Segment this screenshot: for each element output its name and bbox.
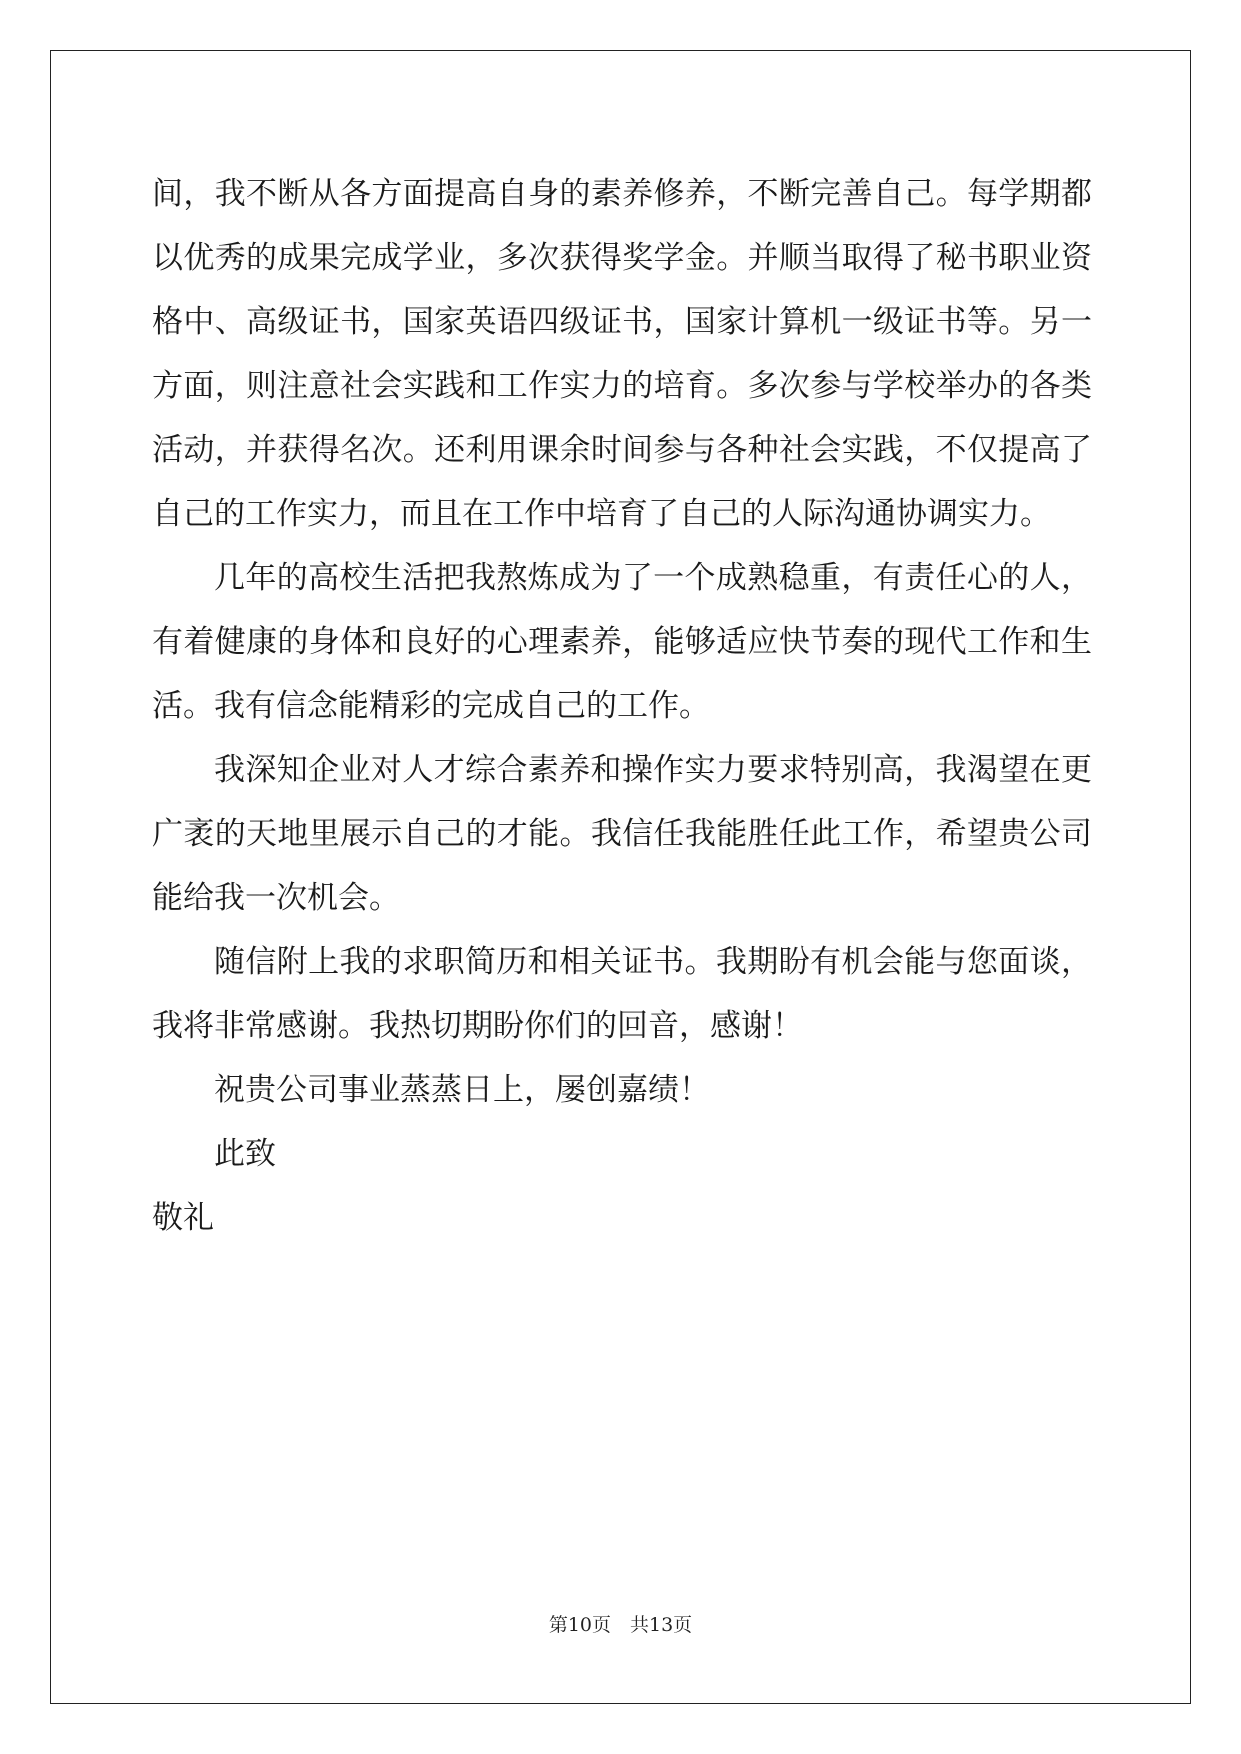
closing-wish: 祝贵公司事业蒸蒸日上，屡创嘉绩！ xyxy=(214,1072,710,1108)
paragraph-line: 自己的工作实力，而且在工作中培育了自己的人际沟通协调实力。 xyxy=(152,496,1051,532)
paragraph-line: 活。我有信念能精彩的完成自己的工作。 xyxy=(152,688,710,724)
paragraph-line: 能给我一次机会。 xyxy=(152,880,400,916)
paragraph-line: 活动，并获得名次。还利用课余时间参与各种社会实践，不仅提高了 xyxy=(152,432,1092,468)
page-number: 第10页 共13页 xyxy=(548,1614,693,1636)
paragraph-line: 以优秀的成果完成学业，多次获得奖学金。并顺当取得了秘书职业资 xyxy=(152,240,1092,276)
closing-salutation: 此致 xyxy=(214,1136,276,1172)
letter-body xyxy=(152,162,1092,1250)
paragraph-line: 广袤的天地里展示自己的才能。我信任我能胜任此工作，希望贵公司 xyxy=(152,816,1092,852)
closing-regards: 敬礼 xyxy=(152,1200,214,1236)
paragraph-line: 间，我不断从各方面提高自身的素养修养，不断完善自己。每学期都 xyxy=(152,176,1092,212)
paragraph-line: 有着健康的身体和良好的心理素养，能够适应快节奏的现代工作和生 xyxy=(152,624,1092,660)
paragraph-line: 格中、高级证书，国家英语四级证书，国家计算机一级证书等。另一 xyxy=(152,304,1092,340)
paragraph-line: 几年的高校生活把我熬炼成为了一个成熟稳重，有责任心的人， xyxy=(214,560,1092,596)
paragraph-line: 我深知企业对人才综合素养和操作实力要求特别高，我渴望在更 xyxy=(214,752,1092,788)
paragraph-line: 我将非常感谢。我热切期盼你们的回音，感谢！ xyxy=(152,1008,803,1044)
paragraph-line: 随信附上我的求职简历和相关证书。我期盼有机会能与您面谈， xyxy=(214,944,1092,980)
paragraph-line: 方面，则注意社会实践和工作实力的培育。多次参与学校举办的各类 xyxy=(152,368,1092,404)
